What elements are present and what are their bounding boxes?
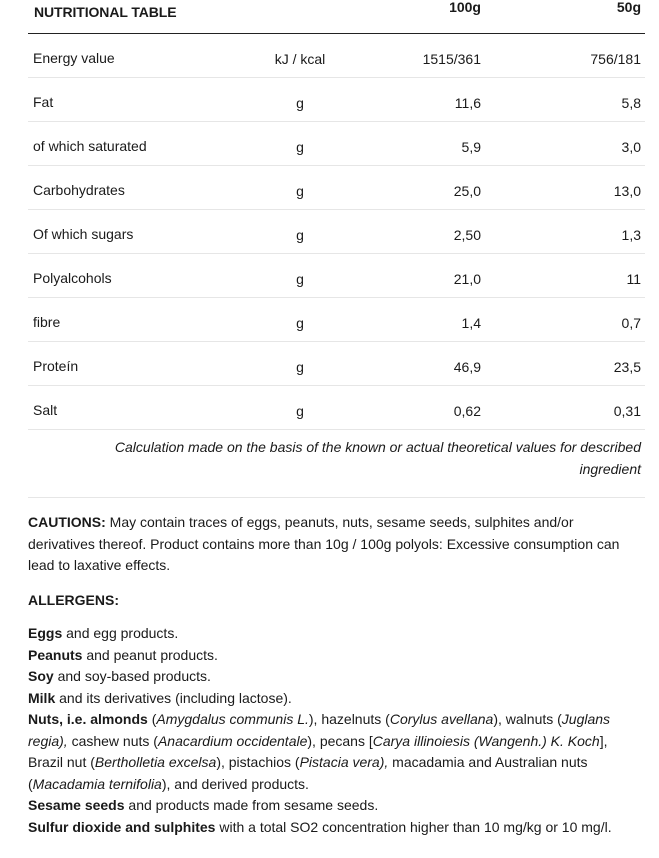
latin-name: Macadamia ternifolia <box>32 775 162 792</box>
allergen-name: Peanuts <box>28 646 83 663</box>
nutrient-unit: g <box>296 315 304 331</box>
value-per-50g: 0,31 <box>613 403 641 419</box>
allergen-text: cashew nuts ( <box>67 732 158 749</box>
list-item <box>28 666 638 688</box>
value-per-100g: 25,0 <box>453 183 481 199</box>
allergen-name: Nuts, i.e. almonds <box>28 711 148 727</box>
table-row <box>28 78 645 122</box>
value-per-50g: 23,5 <box>613 359 641 375</box>
value-per-50g: 13,0 <box>613 183 641 199</box>
nutrient-unit: kJ / kcal <box>274 51 326 67</box>
nutrient-unit: g <box>296 183 304 199</box>
column-header-50g: 50g <box>616 0 641 15</box>
table-row <box>28 166 645 210</box>
value-per-100g: 0,62 <box>453 403 481 419</box>
allergen-text: ], Brazil nut ( <box>28 732 608 770</box>
value-per-100g: 21,0 <box>453 271 481 287</box>
nutrient-unit: g <box>296 227 304 243</box>
nutrient-name: Salt <box>33 402 58 418</box>
cautions-label: CAUTIONS: <box>28 514 106 530</box>
nutrient-name: Of which sugars <box>33 226 134 242</box>
allergen-text: ), walnuts ( <box>493 711 562 727</box>
allergen-text: and soy-based products. <box>53 668 211 684</box>
value-per-50g: 756/181 <box>590 51 641 67</box>
value-per-50g: 5,8 <box>621 95 641 111</box>
nutritional-table <box>28 0 645 498</box>
nutrient-name: Carbohydrates <box>33 182 125 198</box>
allergen-text: ), hazelnuts ( <box>308 711 390 727</box>
value-per-100g: 5,9 <box>461 139 481 155</box>
allergen-name: Soy <box>28 668 54 684</box>
nutrient-unit: g <box>296 271 304 287</box>
allergens-title: ALLERGENS: <box>28 592 119 608</box>
nutrient-name: Proteín <box>33 358 79 374</box>
list-item <box>28 817 638 839</box>
value-per-100g: 46,9 <box>453 359 481 375</box>
nutrient-name: of which saturated <box>33 138 147 154</box>
table-row <box>28 34 645 78</box>
list-item <box>28 645 638 667</box>
value-per-100g: 2,50 <box>453 227 481 243</box>
allergen-text: with a total SO2 concentration higher than 10 mg/kg or 10 mg/l. <box>215 818 612 835</box>
value-per-100g: 1515/361 <box>422 51 481 67</box>
allergen-text: ), and derived products. <box>161 775 309 792</box>
table-row <box>28 342 645 386</box>
allergen-text: and its derivatives (including lactose). <box>55 689 292 706</box>
allergen-text: and products made from sesame seeds. <box>124 797 379 813</box>
allergen-text: macadamia and Australian nuts ( <box>28 754 588 792</box>
allergen-text: ), pistachios ( <box>216 754 300 770</box>
table-title: NUTRITIONAL TABLE <box>34 4 177 20</box>
value-per-100g: 1,4 <box>461 315 481 331</box>
nutrient-unit: g <box>296 403 304 419</box>
nutrient-name: Polyalcohols <box>33 270 112 286</box>
list-item <box>28 795 638 817</box>
table-header <box>28 0 645 34</box>
list-item <box>28 688 638 710</box>
calculation-note: Calculation made on the basis of the known or actual theoretical values for described ingredient <box>28 430 645 498</box>
value-per-50g: 0,7 <box>621 315 641 331</box>
allergen-name: Sulfur dioxide and sulphites <box>28 818 216 835</box>
allergen-text: and egg products. <box>62 625 179 641</box>
table-row <box>28 298 645 342</box>
allergen-text: ( <box>147 711 157 727</box>
nutrient-name: fibre <box>33 314 61 330</box>
value-per-50g: 3,0 <box>621 139 641 155</box>
latin-name: Bertholletia excelsa <box>94 754 217 770</box>
table-row <box>28 122 645 166</box>
table-row <box>28 386 645 430</box>
nutrient-name: Fat <box>33 94 54 110</box>
latin-name: Carya illinoiesis (Wangenh.) K. Koch <box>372 732 600 749</box>
nutrient-unit: g <box>296 139 304 155</box>
table-row <box>28 254 645 298</box>
column-header-100g: 100g <box>449 0 481 15</box>
value-per-100g: 11,6 <box>454 95 481 111</box>
latin-name: Pistacia vera), <box>299 754 389 770</box>
cautions-text: May contain traces of eggs, peanuts, nuts, sesame seeds, sulphites and/or derivatives thereof. Product contains more than 10g / 100g polyols: Excessive consumption can lead to laxative effects. <box>28 514 620 573</box>
allergen-name: Milk <box>28 689 56 706</box>
latin-name: Anacardium occidentale <box>157 732 308 749</box>
value-per-50g: 1,3 <box>621 227 641 243</box>
allergen-text: ), pecans [ <box>307 732 373 749</box>
latin-name: Juglans regia), <box>28 711 611 749</box>
allergen-name: Eggs <box>28 625 63 641</box>
nutrient-unit: g <box>296 95 304 111</box>
latin-name: Amygdalus communis L. <box>156 711 309 727</box>
cautions-paragraph <box>28 512 638 577</box>
table-row <box>28 210 645 254</box>
latin-name: Corylus avellana <box>389 711 494 727</box>
allergen-name: Sesame seeds <box>28 797 125 813</box>
allergen-text: and peanut products. <box>82 646 218 663</box>
list-item <box>28 623 638 645</box>
nutrient-unit: g <box>296 359 304 375</box>
list-item <box>28 709 638 795</box>
nutrient-name: Energy value <box>33 50 115 66</box>
value-per-50g: 11 <box>626 271 641 287</box>
allergens-list <box>28 623 638 838</box>
